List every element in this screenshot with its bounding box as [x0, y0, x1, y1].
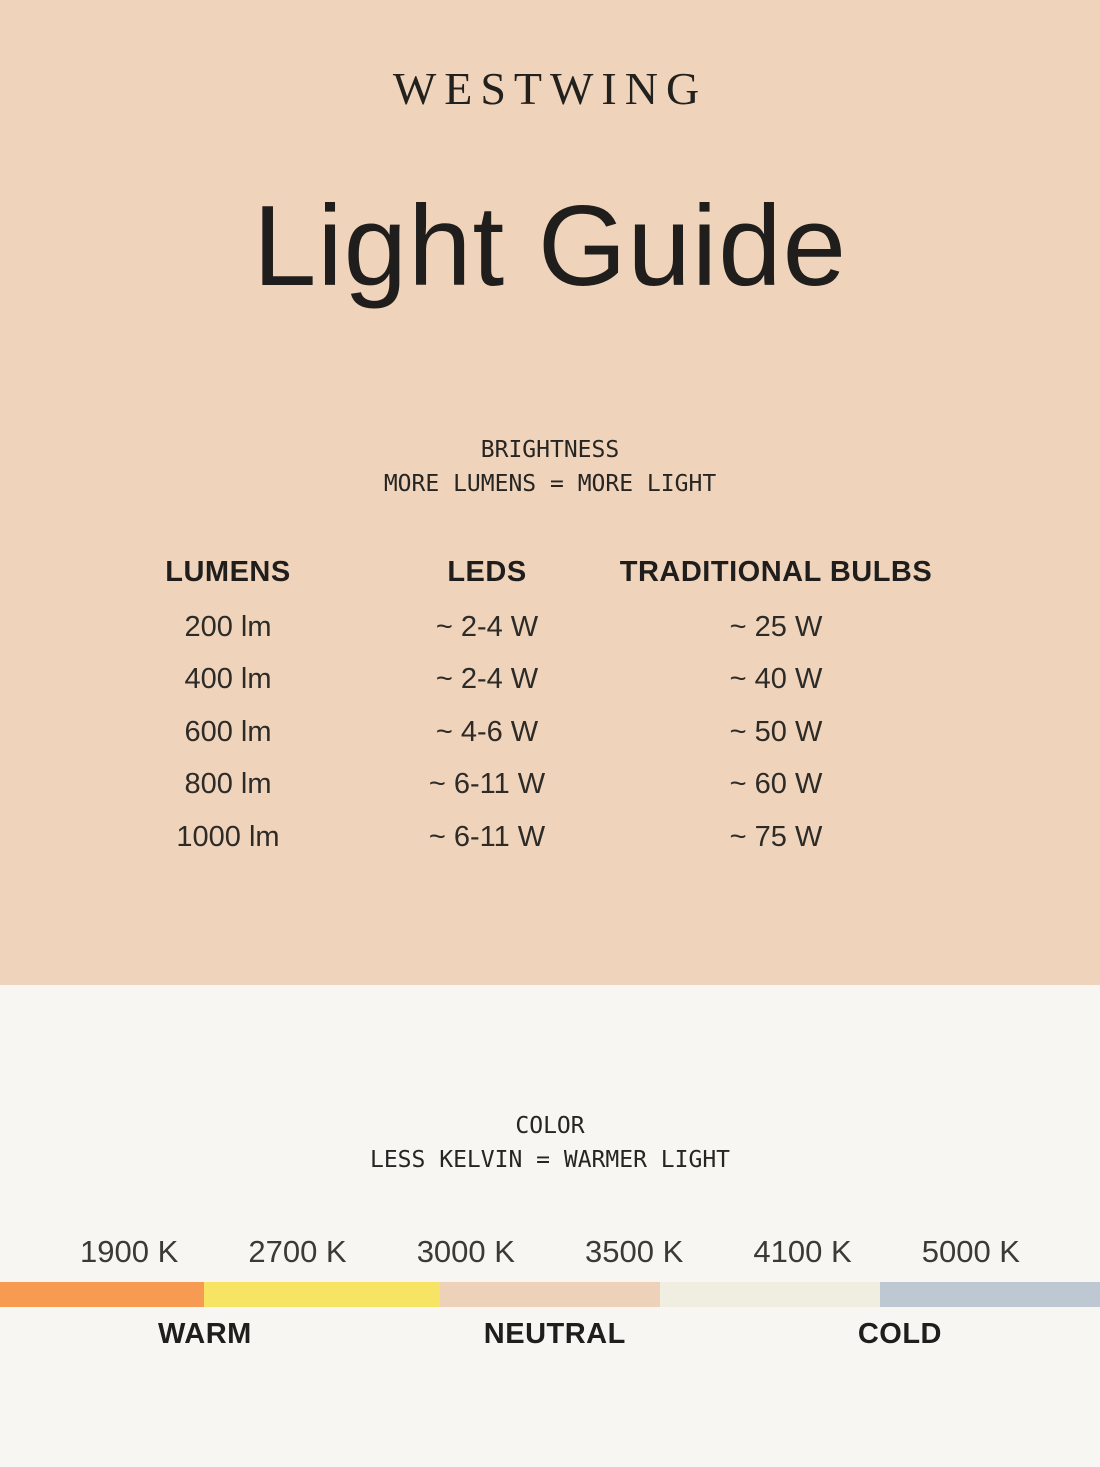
column-header-leds: LEDS: [447, 556, 527, 588]
temperature-label-warm: WARM: [158, 1318, 252, 1350]
brightness-subheading: MORE LUMENS = MORE LIGHT: [383, 471, 717, 497]
cell-leds: ~ 2-4 W: [435, 663, 539, 696]
cell-lumens: 600 lm: [184, 715, 272, 748]
cell-traditional: ~ 25 W: [729, 610, 823, 643]
brand-logo: WESTWING: [392, 63, 708, 114]
scale-segment-warm-orange: [0, 1282, 204, 1307]
color-subheading: LESS KELVIN = WARMER LIGHT: [369, 1147, 731, 1173]
cell-traditional: ~ 40 W: [729, 663, 823, 696]
kelvin-label: 1900 K: [80, 1234, 179, 1269]
cell-traditional: ~ 60 W: [729, 768, 823, 801]
kelvin-label: 2700 K: [248, 1234, 347, 1269]
kelvin-labels: [0, 1236, 1100, 1267]
brightness-heading: BRIGHTNESS: [480, 437, 620, 463]
temperature-labels: [0, 1320, 1100, 1349]
cell-leds: ~ 2-4 W: [435, 610, 539, 643]
cell-lumens: 400 lm: [184, 663, 272, 696]
temperature-label-neutral: NEUTRAL: [483, 1318, 626, 1350]
cell-lumens: 1000 lm: [176, 820, 280, 853]
brightness-intro: [0, 439, 1100, 496]
kelvin-label: 3500 K: [585, 1234, 684, 1269]
scale-segment-neutral-peach: [440, 1282, 660, 1307]
kelvin-scale-bar: [0, 1282, 1100, 1307]
temperature-label-cold: COLD: [857, 1318, 942, 1350]
scale-segment-warm-yellow: [204, 1282, 441, 1307]
scale-segment-neutral-cream: [660, 1282, 880, 1307]
color-intro: [0, 985, 1100, 1172]
cell-traditional: ~ 50 W: [729, 715, 823, 748]
color-heading: COLOR: [515, 1113, 585, 1139]
column-header-lumens: LUMENS: [165, 556, 291, 588]
cell-traditional: ~ 75 W: [729, 820, 823, 853]
cell-leds: ~ 4-6 W: [435, 715, 539, 748]
cell-leds: ~ 6-11 W: [428, 820, 546, 853]
cell-lumens: 800 lm: [184, 768, 272, 801]
kelvin-label: 4100 K: [753, 1234, 852, 1269]
kelvin-label: 5000 K: [921, 1234, 1020, 1269]
column-header-traditional-bulbs: TRADITIONAL BULBS: [619, 556, 933, 588]
page-title: Light Guide: [252, 183, 848, 310]
color-section: [0, 985, 1100, 1467]
lumens-table: [100, 556, 1100, 864]
cell-lumens: 200 lm: [184, 610, 272, 643]
scale-segment-cold-blue: [880, 1282, 1100, 1307]
kelvin-label: 3000 K: [416, 1234, 515, 1269]
cell-leds: ~ 6-11 W: [428, 768, 546, 801]
